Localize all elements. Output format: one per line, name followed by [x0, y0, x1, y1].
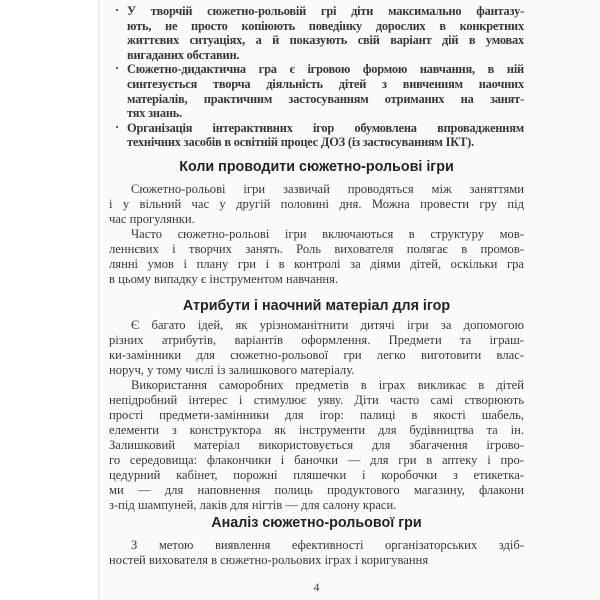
text-line: тях знань.	[127, 106, 183, 121]
text-line: синтезується творча діяльність дітей з вивченням наочних	[127, 76, 524, 91]
text-line: в цьому випадку є інструментом навчання.	[109, 271, 339, 286]
section-heading-game-analysis: Аналіз сюжетно-рольової гри	[211, 514, 422, 531]
bullet-item	[109, 62, 524, 120]
paragraph	[109, 318, 524, 378]
text-line: життєвих ситуаціях, а й показують свій варіант дій в умовах	[127, 33, 524, 48]
paragraph	[109, 538, 524, 568]
section-heading-when-to-conduct: Коли проводити сюжетно-рольові ігри	[179, 158, 454, 175]
text-line: і у вільний час у другій половині дня. Можна провести гру під	[109, 196, 524, 211]
text-line: різних атрибутів, варіантів оформлення. Предмети та іграш-	[109, 332, 524, 347]
text-line: Є багато ідей, як урізноманітнити дитячі ігри за допомогою	[131, 317, 524, 332]
text-line: леннєвих і творчих занять. Роль вихователя полягає в промов-	[109, 241, 524, 256]
bullet-item-text	[127, 121, 524, 150]
text-line: ки-замінники для сюжетно-рольової гри легко виготовити влас-	[109, 347, 524, 362]
text-line: технічних засобів в освітній процес ДОЗ (із застосуванням ІКТ).	[127, 135, 474, 150]
bullet-item-text	[127, 4, 524, 62]
text-line: прості предмети-замінники для ігор: палиці в якості шабель,	[109, 407, 524, 422]
paragraph	[109, 182, 524, 227]
text-line: цедурний кабінет, порожні пляшечки і коробочки з етикетка-	[109, 467, 524, 482]
text-line: ми — для наповнення полиць продуктового магазину, флакони	[109, 482, 524, 497]
text-line: елементи з конструктора як інструменти для будівництва та ін.	[109, 422, 524, 437]
text-line: го середовища: флакончики і баночки — для гри в аптеку і про-	[109, 452, 524, 467]
section-heading-attributes-materials: Атрибути і наочний матеріал для ігор	[182, 297, 451, 314]
text-line: Часто сюжетно-рольові ігри включаються в структуру мов-	[131, 226, 524, 241]
text-line: Сюжетно-рольові ігри зазвичай проводяться між заняттями	[131, 181, 524, 196]
bullet-item-text	[127, 62, 524, 120]
text-line: з-під шампуней, лаків для нігтів — для салону краси.	[109, 497, 397, 512]
text-line: матеріалів, практичним застосуванням отриманих на занят-	[127, 91, 524, 106]
intro-bullet-list	[109, 4, 524, 150]
paragraph	[109, 227, 524, 287]
text-line: час прогулянки.	[109, 211, 195, 226]
text-line: ностей вихователя в сюжетно-рольових іграх і коригування	[109, 552, 429, 567]
page-number: 4	[313, 580, 320, 594]
text-line: З метою виявлення ефективності організаторських здіб-	[131, 537, 524, 552]
bullet-item	[109, 4, 524, 62]
text-line: непідробний інтерес і стимулює уяву. Діти часто самі створюють	[109, 392, 524, 407]
bullet-item	[109, 121, 524, 150]
text-line: Організація інтерактивних ігор обумовлена впровадженням	[127, 120, 524, 135]
text-line: Сюжетно-дидактична гра є ігровою формою навчання, в ній	[127, 62, 524, 77]
text-line: норуч, у тому числі із залишкового матеріалу.	[109, 362, 355, 377]
text-line: ють, не просто копіюють поведінку дорослих в конкретних	[127, 18, 524, 33]
bullet-dot-icon: ·	[115, 3, 119, 17]
text-line: Використання саморобних предметів в іграх викликає в дітей	[131, 377, 524, 392]
paragraph	[109, 378, 524, 513]
page-content	[99, 0, 600, 568]
bullet-dot-icon: ·	[115, 61, 119, 76]
text-line: лянні умов і плану гри і в контролі за діями дітей, оскільки гра	[109, 256, 524, 271]
text-line: У творчій сюжетно-рольовій грі діти максимально фантазу-	[127, 4, 524, 18]
text-line: вигаданих обставин.	[127, 47, 240, 62]
book-page-surface	[98, 0, 600, 600]
text-line: Залишковий матеріал використовується для збагачення ігрово-	[109, 437, 524, 452]
bullet-dot-icon: ·	[115, 119, 119, 134]
